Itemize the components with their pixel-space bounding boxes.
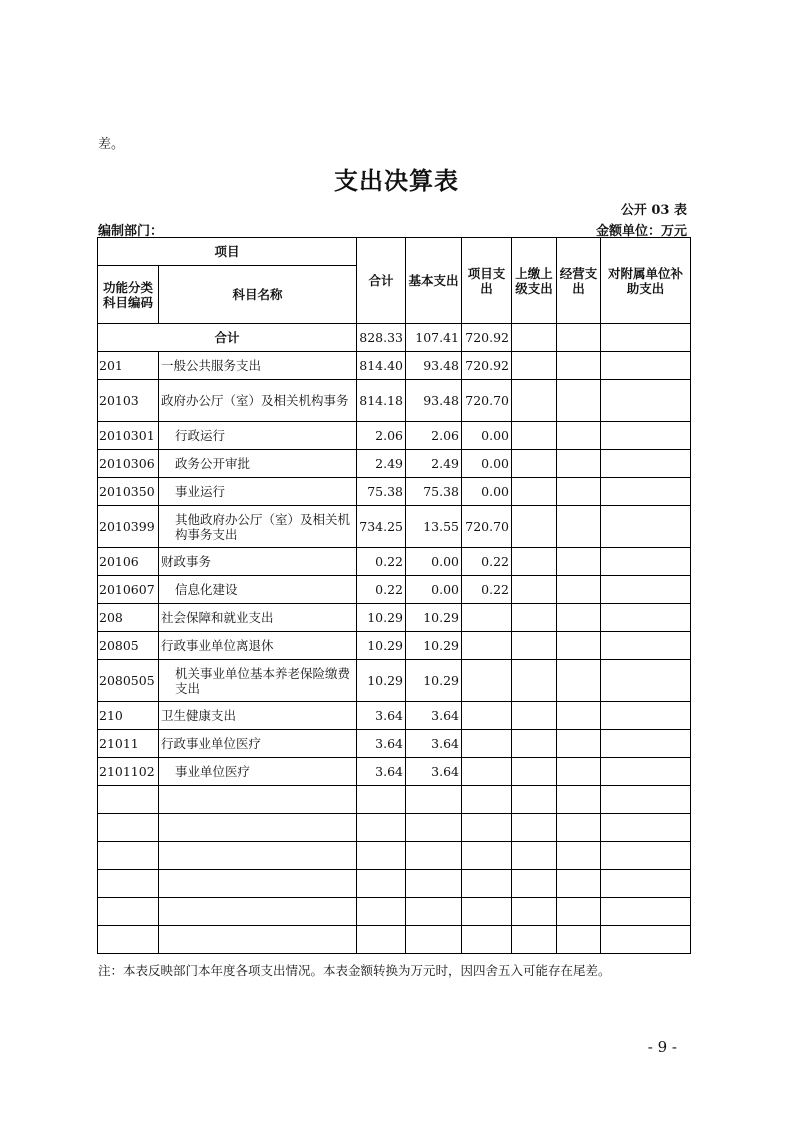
table-row xyxy=(98,478,691,506)
row-total: 10.29 xyxy=(357,604,406,632)
row-business xyxy=(557,758,601,786)
row-subsidy xyxy=(601,632,691,660)
row-project xyxy=(462,660,512,702)
row-project xyxy=(462,898,512,926)
table-row xyxy=(98,730,691,758)
total-upper xyxy=(512,324,557,352)
row-subsidy xyxy=(601,842,691,870)
row-project: 0.00 xyxy=(462,478,512,506)
row-basic: 0.00 xyxy=(406,576,462,604)
row-upper xyxy=(512,478,557,506)
row-business xyxy=(557,632,601,660)
row-total: 3.64 xyxy=(357,702,406,730)
row-business xyxy=(557,380,601,422)
row-subject-name xyxy=(159,926,357,954)
row-total: 2.49 xyxy=(357,450,406,478)
row-business xyxy=(557,814,601,842)
row-subsidy xyxy=(601,548,691,576)
table-row xyxy=(98,632,691,660)
row-business xyxy=(557,898,601,926)
row-total xyxy=(357,870,406,898)
row-business xyxy=(557,478,601,506)
row-subsidy xyxy=(601,758,691,786)
row-project: 0.00 xyxy=(462,422,512,450)
row-business xyxy=(557,786,601,814)
expenditure-table xyxy=(97,237,691,954)
row-upper xyxy=(512,786,557,814)
row-total: 814.40 xyxy=(357,352,406,380)
header-func-code: 功能分类科目编码 xyxy=(98,266,159,324)
row-basic: 93.48 xyxy=(406,380,462,422)
header-subsidy: 对附属单位补助支出 xyxy=(601,238,691,324)
row-subject-name: 事业运行 xyxy=(159,478,357,506)
row-upper xyxy=(512,450,557,478)
row-project xyxy=(462,842,512,870)
table-row xyxy=(98,786,691,814)
total-basic: 107.41 xyxy=(406,324,462,352)
total-project: 720.92 xyxy=(462,324,512,352)
header-basic: 基本支出 xyxy=(406,238,462,324)
row-total: 3.64 xyxy=(357,730,406,758)
row-subject-name: 财政事务 xyxy=(159,548,357,576)
row-subject-name: 政府办公厅（室）及相关机构事务 xyxy=(159,380,357,422)
row-business xyxy=(557,450,601,478)
header-subject-name: 科目名称 xyxy=(159,266,357,324)
row-code: 208 xyxy=(98,604,159,632)
row-project xyxy=(462,786,512,814)
row-subsidy xyxy=(601,660,691,702)
row-basic: 2.06 xyxy=(406,422,462,450)
row-business xyxy=(557,660,601,702)
row-project: 720.70 xyxy=(462,506,512,548)
row-subject-name: 信息化建设 xyxy=(159,576,357,604)
row-subsidy xyxy=(601,870,691,898)
row-upper xyxy=(512,702,557,730)
row-upper xyxy=(512,730,557,758)
row-basic xyxy=(406,786,462,814)
row-upper xyxy=(512,660,557,702)
row-upper xyxy=(512,576,557,604)
dept-label: 编制部门： xyxy=(98,224,164,239)
row-upper xyxy=(512,548,557,576)
row-code: 21011 xyxy=(98,730,159,758)
row-upper xyxy=(512,842,557,870)
row-business xyxy=(557,926,601,954)
row-basic xyxy=(406,814,462,842)
row-project xyxy=(462,870,512,898)
table-row xyxy=(98,604,691,632)
row-basic: 0.00 xyxy=(406,548,462,576)
row-business xyxy=(557,730,601,758)
table-row xyxy=(98,352,691,380)
row-upper xyxy=(512,758,557,786)
row-business xyxy=(557,548,601,576)
total-row xyxy=(98,324,691,352)
row-subject-name: 行政事业单位医疗 xyxy=(159,730,357,758)
table-row xyxy=(98,898,691,926)
row-code: 2010301 xyxy=(98,422,159,450)
row-basic: 75.38 xyxy=(406,478,462,506)
table-row xyxy=(98,380,691,422)
row-upper xyxy=(512,380,557,422)
row-subsidy xyxy=(601,450,691,478)
row-project xyxy=(462,814,512,842)
row-project xyxy=(462,702,512,730)
row-upper xyxy=(512,870,557,898)
row-subject-name: 机关事业单位基本养老保险缴费支出 xyxy=(159,660,357,702)
row-upper xyxy=(512,352,557,380)
row-code: 2080505 xyxy=(98,660,159,702)
row-total: 3.64 xyxy=(357,758,406,786)
row-upper xyxy=(512,898,557,926)
row-subsidy xyxy=(601,926,691,954)
row-code: 201 xyxy=(98,352,159,380)
row-project xyxy=(462,730,512,758)
row-subject-name xyxy=(159,870,357,898)
row-subsidy xyxy=(601,814,691,842)
row-code xyxy=(98,898,159,926)
row-business xyxy=(557,702,601,730)
table-row xyxy=(98,814,691,842)
row-basic xyxy=(406,926,462,954)
row-upper xyxy=(512,632,557,660)
row-total xyxy=(357,814,406,842)
row-code xyxy=(98,926,159,954)
row-total: 0.22 xyxy=(357,576,406,604)
row-total: 0.22 xyxy=(357,548,406,576)
row-basic xyxy=(406,898,462,926)
row-business xyxy=(557,506,601,548)
row-total xyxy=(357,926,406,954)
table-row xyxy=(98,870,691,898)
row-subsidy xyxy=(601,506,691,548)
row-subject-name: 行政运行 xyxy=(159,422,357,450)
header-business: 经营支出 xyxy=(557,238,601,324)
row-business xyxy=(557,842,601,870)
row-total xyxy=(357,898,406,926)
row-subsidy xyxy=(601,380,691,422)
row-total xyxy=(357,842,406,870)
top-text-fragment: 差。 xyxy=(98,137,125,152)
table-row xyxy=(98,758,691,786)
row-subsidy xyxy=(601,352,691,380)
row-project xyxy=(462,604,512,632)
row-project xyxy=(462,632,512,660)
row-code: 2010399 xyxy=(98,506,159,548)
table-row xyxy=(98,660,691,702)
row-basic: 3.64 xyxy=(406,702,462,730)
table-row xyxy=(98,450,691,478)
row-total: 814.18 xyxy=(357,380,406,422)
table-row xyxy=(98,422,691,450)
row-upper xyxy=(512,604,557,632)
row-project: 720.70 xyxy=(462,380,512,422)
row-basic: 10.29 xyxy=(406,604,462,632)
row-business xyxy=(557,576,601,604)
table-row xyxy=(98,842,691,870)
row-project: 0.22 xyxy=(462,576,512,604)
table-row xyxy=(98,548,691,576)
row-total: 10.29 xyxy=(357,660,406,702)
total-subsidy xyxy=(601,324,691,352)
row-subject-name: 其他政府办公厅（室）及相关机构事务支出 xyxy=(159,506,357,548)
row-business xyxy=(557,604,601,632)
total-business xyxy=(557,324,601,352)
row-business xyxy=(557,870,601,898)
row-code xyxy=(98,786,159,814)
header-total: 合计 xyxy=(357,238,406,324)
row-code: 2101102 xyxy=(98,758,159,786)
row-code xyxy=(98,842,159,870)
row-total: 75.38 xyxy=(357,478,406,506)
total-label: 合计 xyxy=(98,324,357,352)
table-row xyxy=(98,576,691,604)
row-subject-name: 一般公共服务支出 xyxy=(159,352,357,380)
row-project xyxy=(462,926,512,954)
row-code: 2010350 xyxy=(98,478,159,506)
row-business xyxy=(557,422,601,450)
unit-label: 金额单位：万元 xyxy=(595,224,687,239)
table-note: 注：本表反映部门本年度各项支出情况。本表金额转换为万元时，因四舍五入可能存在尾差。 xyxy=(98,963,611,978)
row-subject-name: 事业单位医疗 xyxy=(159,758,357,786)
row-total: 10.29 xyxy=(357,632,406,660)
row-upper xyxy=(512,422,557,450)
row-subsidy xyxy=(601,898,691,926)
row-basic: 13.55 xyxy=(406,506,462,548)
total-amount: 828.33 xyxy=(357,324,406,352)
row-subject-name: 社会保障和就业支出 xyxy=(159,604,357,632)
row-basic xyxy=(406,870,462,898)
row-basic: 3.64 xyxy=(406,730,462,758)
row-business xyxy=(557,352,601,380)
row-project: 0.00 xyxy=(462,450,512,478)
row-basic: 10.29 xyxy=(406,660,462,702)
row-project: 0.22 xyxy=(462,548,512,576)
row-upper xyxy=(512,814,557,842)
row-code: 2010306 xyxy=(98,450,159,478)
row-total: 2.06 xyxy=(357,422,406,450)
header-upper: 上缴上级支出 xyxy=(512,238,557,324)
row-total xyxy=(357,786,406,814)
row-subsidy xyxy=(601,786,691,814)
row-total: 734.25 xyxy=(357,506,406,548)
row-subsidy xyxy=(601,702,691,730)
table-row xyxy=(98,926,691,954)
row-subject-name xyxy=(159,842,357,870)
row-basic: 2.49 xyxy=(406,450,462,478)
row-code: 210 xyxy=(98,702,159,730)
row-code xyxy=(98,814,159,842)
row-upper xyxy=(512,926,557,954)
row-subject-name: 政务公开审批 xyxy=(159,450,357,478)
row-project: 720.92 xyxy=(462,352,512,380)
row-subject-name: 卫生健康支出 xyxy=(159,702,357,730)
row-subject-name xyxy=(159,786,357,814)
row-subject-name: 行政事业单位离退休 xyxy=(159,632,357,660)
page-number: - 9 - xyxy=(647,1038,677,1056)
row-code: 20106 xyxy=(98,548,159,576)
row-code xyxy=(98,870,159,898)
row-subsidy xyxy=(601,604,691,632)
row-subsidy xyxy=(601,478,691,506)
row-subsidy xyxy=(601,730,691,758)
row-subsidy xyxy=(601,576,691,604)
header-item: 项目 xyxy=(98,238,357,266)
header-project: 项目支出 xyxy=(462,238,512,324)
row-basic: 93.48 xyxy=(406,352,462,380)
table-number: 公开 03 表 xyxy=(620,203,687,218)
table-row xyxy=(98,702,691,730)
row-code: 2010607 xyxy=(98,576,159,604)
row-basic: 10.29 xyxy=(406,632,462,660)
row-project xyxy=(462,758,512,786)
row-basic xyxy=(406,842,462,870)
row-code: 20805 xyxy=(98,632,159,660)
row-subject-name xyxy=(159,814,357,842)
table-row xyxy=(98,506,691,548)
row-subsidy xyxy=(601,422,691,450)
row-upper xyxy=(512,506,557,548)
row-code: 20103 xyxy=(98,380,159,422)
row-basic: 3.64 xyxy=(406,758,462,786)
page-title: 支出决算表 xyxy=(334,166,459,195)
row-subject-name xyxy=(159,898,357,926)
